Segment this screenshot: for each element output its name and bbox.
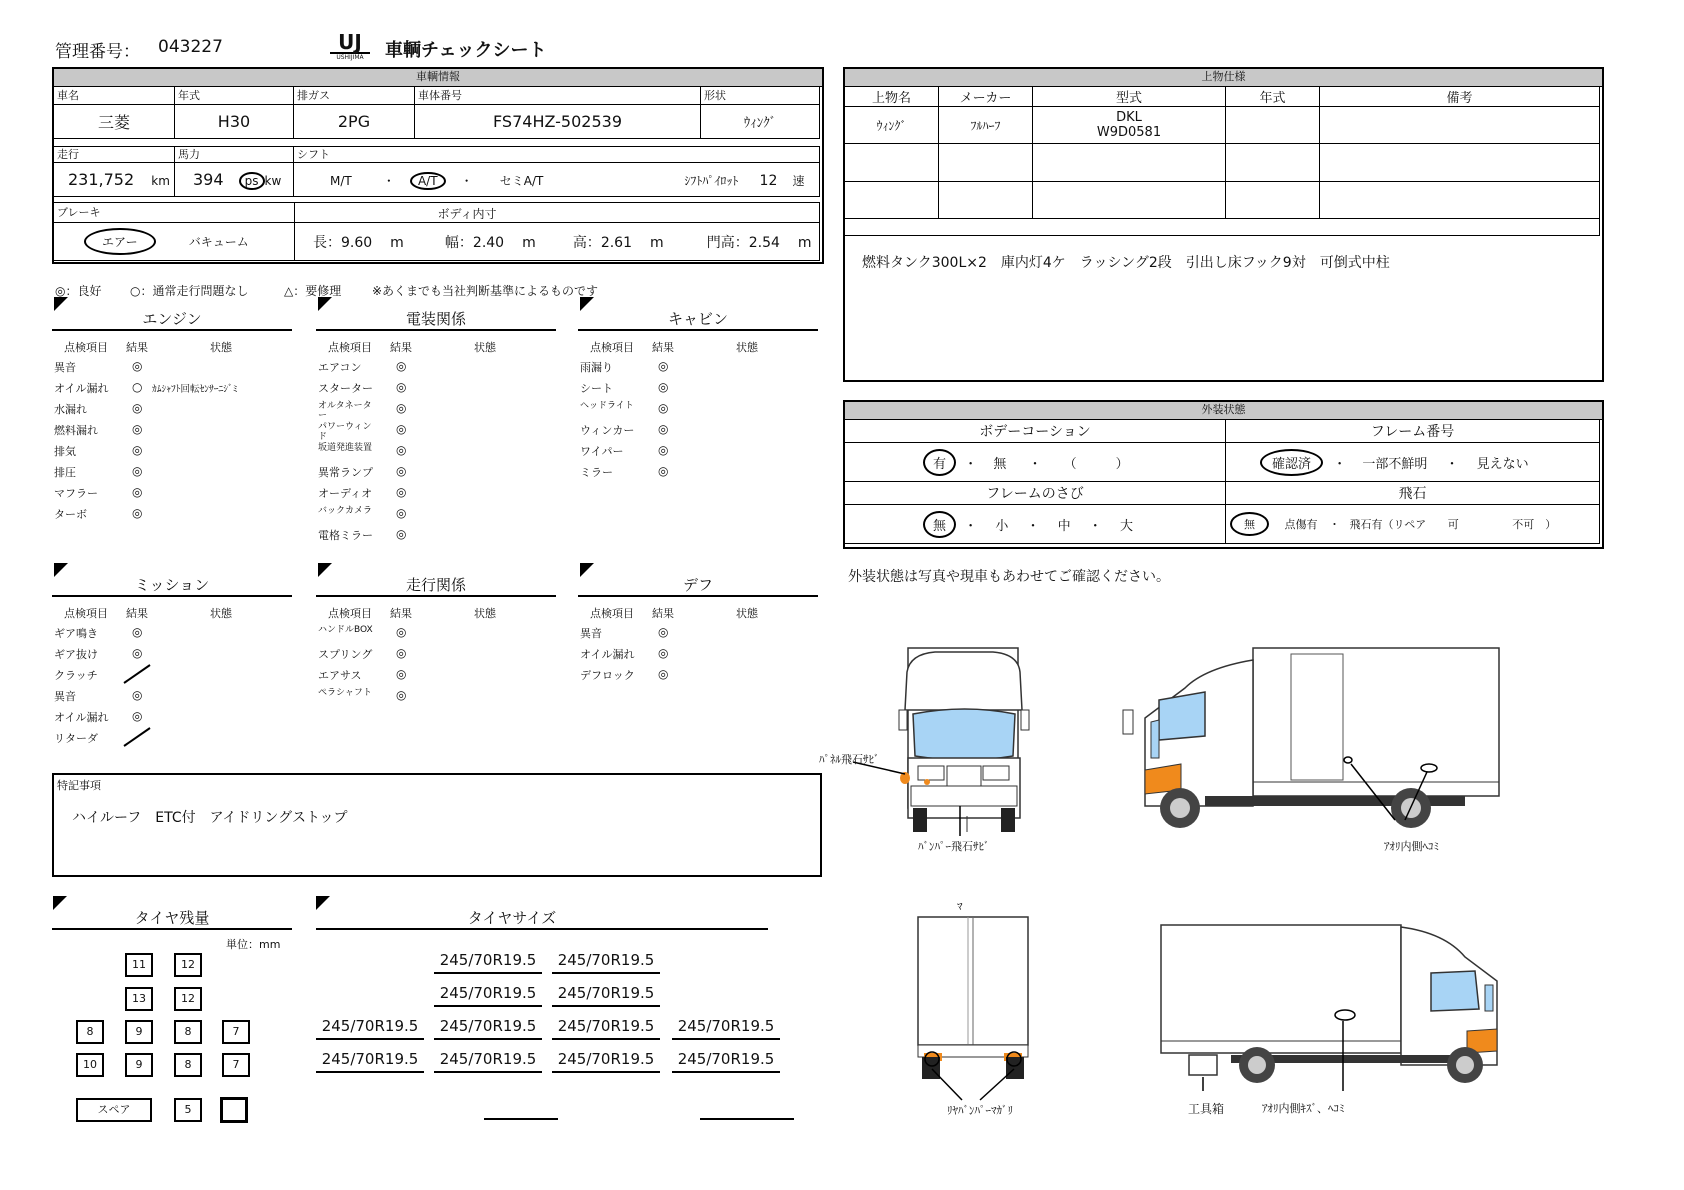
- legend-good: ◎：良好: [55, 284, 102, 298]
- tire-box: 7: [222, 1053, 250, 1077]
- tire-size-cell: 245/70R19.5: [552, 1047, 660, 1073]
- mileage-label: 走行: [57, 147, 79, 161]
- inspection-item-result: ◎: [132, 709, 143, 723]
- frame-partial: 一部不鮮明: [1362, 456, 1428, 472]
- inspection-item-name: オイル漏れ: [54, 382, 109, 395]
- upper-col-year: 年式: [1226, 87, 1320, 107]
- shift-mt: M/T: [330, 173, 352, 188]
- annotation-mark: ﾏ: [957, 900, 963, 913]
- inspection-item-result: ◎: [132, 464, 143, 478]
- col-head-state: 状態: [474, 341, 496, 354]
- tire-size-title-text: タイヤサイズ: [467, 909, 557, 927]
- hp-value: 394: [193, 169, 224, 189]
- emission-value: 2PG: [294, 105, 415, 139]
- len-label: 長：: [313, 234, 341, 251]
- inspection-item-name: マフラー: [54, 487, 98, 500]
- inspection-item-name: 異音: [54, 361, 76, 374]
- inspection-item-name: ギア鳴き: [54, 627, 98, 640]
- col-head-result: 結果: [390, 341, 412, 354]
- annotation-rear-bumper: ﾘﾔﾊﾞﾝﾊﾟｰﾏｶﾞﾘ: [947, 1104, 1013, 1117]
- chip-ok: 可: [1447, 518, 1459, 531]
- tire-size-cell: 245/70R19.5: [434, 981, 542, 1007]
- body-dim-label: ボディ内寸: [437, 207, 497, 221]
- annotation-aori-dent: ｱｵﾘ内側ﾍｺﾐ: [1384, 840, 1439, 853]
- inspection-item-result: ◎: [658, 380, 669, 394]
- tire-box: 13: [125, 987, 153, 1011]
- inspection-item-result: ◎: [658, 667, 669, 681]
- col-head-result: 結果: [652, 341, 674, 354]
- truck-side-view-right: [1145, 915, 1545, 1095]
- inspection-item-name: 水漏れ: [54, 403, 87, 416]
- hgt-unit: m: [649, 234, 664, 251]
- col-head-result: 結果: [390, 607, 412, 620]
- upper-row1-note: [1320, 107, 1600, 144]
- chip-label: 飛石: [1226, 482, 1600, 505]
- vehicle-info-table: [53, 86, 820, 139]
- col-head-item: 点検項目: [64, 341, 108, 354]
- inspection-item-result: ◎: [396, 401, 407, 415]
- col-head-result: 結果: [126, 607, 148, 620]
- truck-rear-view: [900, 905, 1050, 1105]
- inspection-item-name: ミラー: [580, 466, 613, 479]
- inspection-item-result: ◎: [396, 527, 407, 541]
- brake-air: エアー: [84, 228, 156, 255]
- inspection-item-name: オイル漏れ: [54, 711, 109, 724]
- inspection-item-result: ◎: [132, 506, 143, 520]
- inspection-item-result: ◎: [658, 625, 669, 639]
- inspection-item-name: 排気: [54, 445, 76, 458]
- tire-size-cell: 245/70R19.5: [316, 1014, 424, 1040]
- empty-box: [220, 1097, 248, 1123]
- tire-box: 8: [174, 1053, 202, 1077]
- inspection-item-result: ◎: [132, 646, 143, 660]
- inspection-item-result: ◎: [132, 625, 143, 639]
- inspection-item-result: ◎: [658, 422, 669, 436]
- inspection-item-result: ◎: [396, 646, 407, 660]
- inspection-item-name: オイル漏れ: [580, 648, 635, 661]
- hp-cell: [175, 163, 294, 197]
- tire-size-cell: 245/70R19.5: [552, 948, 660, 974]
- upper-row1-year: [1226, 107, 1320, 144]
- inspection-item-result: ◎: [396, 667, 407, 681]
- inspection-item-name: ペラシャフト: [318, 688, 372, 698]
- inspection-item-name: オルタネーター: [318, 401, 372, 421]
- legend-disclaimer: ※あくまでも当社判断基準によるものです: [372, 284, 599, 298]
- inspection-item-result: ◎: [658, 401, 669, 415]
- col-head-state: 状態: [210, 607, 232, 620]
- annotation-toolbox: 工具箱: [1188, 1102, 1225, 1116]
- upper-spec-header: 上物仕様: [845, 69, 1602, 87]
- mileage-value: 231,752: [68, 170, 135, 189]
- inspection-item-name: スプリング: [318, 648, 373, 661]
- truck-front-view: [815, 640, 1060, 850]
- inspection-item-name: 燃料漏れ: [54, 424, 98, 437]
- annotation-panel-rust: ﾊﾟﾈﾙ飛石ｻﾋﾞ: [819, 753, 880, 766]
- legend-repair: △：要修理: [284, 284, 342, 298]
- tire-size-cell: 245/70R19.5: [552, 1014, 660, 1040]
- tire-box: 8: [174, 1020, 202, 1044]
- wid-label: 幅：: [444, 234, 473, 251]
- sheet-title: 車輌チェックシート: [385, 40, 547, 61]
- upper-row1-model: [1033, 107, 1226, 144]
- shape-value: ｳｨﾝｸﾞ: [701, 105, 820, 139]
- cabin-title: キャビン: [578, 308, 818, 331]
- tire-box: 12: [174, 987, 202, 1011]
- col-head-item: 点検項目: [590, 341, 634, 354]
- rust-large: 大: [1119, 518, 1133, 534]
- inspection-item-name: エアサス: [318, 669, 362, 682]
- door-label: 門高：: [706, 234, 749, 251]
- inspection-item-name: デフロック: [580, 669, 635, 682]
- tire-size-blank: [484, 1118, 558, 1120]
- inspection-item-name: ワイパー: [580, 445, 624, 458]
- mgmt-label: 管理番号：: [55, 42, 140, 62]
- tire-size-cell: 245/70R19.5: [552, 981, 660, 1007]
- col-head-state: 状態: [474, 607, 496, 620]
- vehicle-info-table-2: [53, 146, 820, 197]
- vehicle-info-table-3: [53, 202, 820, 261]
- inspection-item-result: ◎: [396, 485, 407, 499]
- upper-row1-model-line1: DKL: [1116, 110, 1142, 125]
- chassis-value: FS74HZ-502539: [415, 105, 701, 139]
- frame-checked: 確認済: [1260, 449, 1323, 476]
- emission-label: 排ガス: [297, 88, 330, 102]
- inspection-item-result: ◎: [396, 422, 407, 436]
- diff-title: デフ: [578, 574, 818, 597]
- len-unit: m: [390, 234, 404, 251]
- inspection-item-name: シート: [580, 382, 613, 395]
- upper-col-model: 型式: [1033, 87, 1226, 107]
- tire-box: 11: [125, 953, 153, 977]
- chip-none: 無: [1230, 512, 1269, 536]
- tire-remain-unit: 単位：mm: [226, 938, 281, 951]
- inspection-item-result: ◎: [396, 443, 407, 457]
- inspection-item-result: ◎: [132, 443, 143, 457]
- special-notes-label: 特記事項: [57, 779, 101, 792]
- inspection-item-name: スターター: [318, 382, 373, 395]
- upper-row1-name: ｳｨﾝｸﾞ: [845, 107, 939, 144]
- upper-spec-table: [844, 86, 1600, 236]
- inspection-item-result: ◎: [658, 646, 669, 660]
- mileage-unit: km: [151, 174, 170, 188]
- year-label: 年式: [178, 88, 200, 102]
- inspection-item-name: オーディオ: [318, 487, 373, 500]
- wid-value: 2.40: [472, 234, 505, 251]
- not-applicable-slash: [122, 661, 152, 685]
- hp-unit-kw: kw: [264, 173, 282, 188]
- len-value: 9.60: [341, 234, 373, 251]
- inspection-item-result: ◎: [658, 359, 669, 373]
- exterior-table: [844, 419, 1600, 544]
- inspection-item-name: 電格ミラー: [318, 529, 373, 542]
- tire-box: 10: [76, 1053, 104, 1077]
- mileage-cell: [54, 163, 175, 197]
- shape-label: 形状: [704, 88, 726, 102]
- inspection-item-result: ◎: [132, 359, 143, 373]
- shift-speeds-unit: 速: [792, 173, 805, 188]
- vehicle-info-header: 車輌情報: [54, 69, 822, 87]
- inspection-item-name: 坂道発進装置: [318, 443, 373, 453]
- inspection-item-name: 雨漏り: [580, 361, 613, 374]
- upper-row1-model-line2: W9D0581: [1096, 125, 1162, 140]
- shift-cell: M/T ・ A/T ・ セミA/T ｼﾌﾄﾊﾟｲﾛｯﾄ 12 速: [294, 163, 820, 197]
- coat-label: ボデーコーション: [845, 420, 1226, 443]
- tire-size-cell: 245/70R19.5: [316, 1047, 424, 1073]
- inspection-item-name: ハンドルBOX: [318, 625, 373, 635]
- brake-cell: [54, 223, 295, 261]
- brake-label: ブレーキ: [57, 205, 101, 219]
- tire-size-blank: [700, 1118, 794, 1120]
- inspection-item-result: ◎: [396, 506, 407, 520]
- wid-unit: m: [522, 234, 536, 251]
- col-head-state: 状態: [736, 341, 758, 354]
- maker-value: 三菱: [54, 105, 175, 139]
- upper-row1-maker: ﾌﾙﾊｰﾌ: [939, 107, 1033, 144]
- annotation-aori-scratch: ｱｵﾘ内側ｷｽﾞ、ﾍｺﾐ: [1262, 1102, 1345, 1115]
- annotation-bumper-rust: ﾊﾞﾝﾊﾟｰ飛石ｻﾋﾞ: [918, 840, 990, 853]
- special-notes-box: [52, 773, 822, 877]
- hp-label: 馬力: [178, 147, 200, 161]
- inspection-item-name: ウィンカー: [580, 424, 635, 437]
- upper-col-name: 上物名: [845, 87, 939, 107]
- shift-speeds: 12: [759, 172, 778, 189]
- inspection-item-name: エアコン: [318, 361, 362, 374]
- coat-no: 無: [993, 456, 1007, 472]
- chip-has: 飛石有（リペア: [1349, 518, 1427, 531]
- col-head-result: 結果: [126, 341, 148, 354]
- inspection-item-state: ｶﾑｼｬﾌﾄ回転ｾﾝｻｰﾆｼﾞﾐ: [152, 384, 238, 395]
- shift-semi: セミA/T: [499, 173, 544, 188]
- inspection-item-name: ターボ: [54, 508, 87, 521]
- tire-remain-title: タイヤ残量: [52, 907, 292, 930]
- tire-box: 9: [125, 1020, 153, 1044]
- ushijima-logo: UJ USHIJIMA: [330, 32, 370, 62]
- special-notes-text: ハイルーフ ETC付 アイドリングストップ: [72, 810, 348, 826]
- col-head-result: 結果: [652, 607, 674, 620]
- upper-col-note: 備考: [1320, 87, 1600, 107]
- tire-size-cell: 245/70R19.5: [672, 1014, 780, 1040]
- coat-cell: 有 ・ 無 ・ （ ）: [845, 443, 1226, 482]
- col-head-state: 状態: [210, 341, 232, 354]
- door-unit: m: [797, 234, 812, 251]
- inspection-item-result: ◎: [132, 485, 143, 499]
- running-title: 走行関係: [316, 574, 556, 597]
- door-value: 2.54: [748, 234, 780, 251]
- frame-invisible: 見えない: [1476, 456, 1529, 472]
- truck-side-view: [1105, 640, 1520, 840]
- year-value: H30: [175, 105, 294, 139]
- tire-box: 9: [125, 1053, 153, 1077]
- spare-label-box: スペア: [76, 1098, 152, 1122]
- inspection-item-result: ○: [132, 380, 143, 394]
- tire-box: 7: [222, 1020, 250, 1044]
- maker-label: 車名: [57, 88, 79, 102]
- chip-ng: 不可 ）: [1512, 518, 1557, 531]
- inspection-item-result: ◎: [132, 401, 143, 415]
- inspection-item-result: ◎: [396, 625, 407, 639]
- inspection-item-name: 異音: [54, 690, 76, 703]
- electric-title: 電装関係: [316, 308, 556, 331]
- tire-size-cell: 245/70R19.5: [434, 1014, 542, 1040]
- frame-no-cell: 確認済 ・ 一部不鮮明 ・ 見えない: [1226, 443, 1600, 482]
- engine-title: エンジン: [52, 308, 292, 331]
- rust-small: 小: [995, 518, 1009, 534]
- inspection-item-name: ヘッドライト: [580, 401, 634, 411]
- tire-size-title: [316, 907, 768, 930]
- shift-pilot: ｼﾌﾄﾊﾟｲﾛｯﾄ: [684, 173, 739, 188]
- tire-size-cell: 245/70R19.5: [434, 948, 542, 974]
- inspection-item-name: ギア抜け: [54, 648, 98, 661]
- frame-no-label: フレーム番号: [1226, 420, 1600, 443]
- inspection-item-result: ◎: [396, 464, 407, 478]
- spare-value-box: 5: [174, 1098, 202, 1122]
- inspection-item-name: パワーウィンド: [318, 422, 372, 442]
- chip-dot: 点傷有: [1284, 518, 1318, 531]
- rust-cell: 無 ・ 小 ・ 中 ・ 大: [845, 505, 1226, 544]
- tire-box: 12: [174, 953, 202, 977]
- not-applicable-slash: [122, 724, 152, 748]
- col-head-item: 点検項目: [64, 607, 108, 620]
- inspection-item-name: 異音: [580, 627, 602, 640]
- inspection-item-result: ◎: [396, 359, 407, 373]
- col-head-item: 点検項目: [328, 607, 372, 620]
- shift-label: シフト: [297, 147, 330, 161]
- inspection-item-name: 異常ランプ: [318, 466, 373, 479]
- inspection-item-name: リターダ: [54, 732, 98, 745]
- inspection-item-result: ◎: [132, 688, 143, 702]
- inspection-item-result: ◎: [658, 464, 669, 478]
- chassis-label: 車体番号: [418, 88, 462, 102]
- shift-at: A/T: [410, 172, 446, 190]
- legend-ok: ○：通常走行問題なし: [130, 284, 249, 298]
- inspection-item-result: ◎: [396, 380, 407, 394]
- rust-mid: 中: [1057, 518, 1071, 534]
- tire-size-cell: 245/70R19.5: [434, 1047, 542, 1073]
- col-head-state: 状態: [736, 607, 758, 620]
- upper-notes: 燃料タンク300L×2 庫内灯4ケ ラッシング2段 引出し床フック9対 可倒式中柱: [862, 255, 1390, 271]
- hgt-label: 高：: [572, 234, 601, 251]
- inspection-item-name: クラッチ: [54, 669, 98, 682]
- inspection-item-name: バックカメラ: [318, 506, 373, 516]
- tire-box: 8: [76, 1020, 104, 1044]
- exterior-note: 外装状態は写真や現車もあわせてご確認ください。: [848, 569, 1170, 585]
- inspection-item-result: ◎: [658, 443, 669, 457]
- coat-paren: （ ）: [1063, 456, 1129, 472]
- hp-unit-ps: ps: [239, 172, 265, 190]
- inspection-item-result: ◎: [132, 422, 143, 436]
- upper-col-maker: メーカー: [939, 87, 1033, 107]
- body-dim-cell: [295, 223, 820, 261]
- coat-yes: 有: [923, 449, 956, 476]
- exterior-header: 外装状態: [845, 402, 1602, 420]
- tire-size-cell: 245/70R19.5: [672, 1047, 780, 1073]
- brake-vacuum: バキューム: [188, 235, 249, 249]
- mgmt-number: 043227: [158, 37, 223, 57]
- inspection-item-name: 排圧: [54, 466, 76, 479]
- inspection-item-result: ◎: [396, 688, 407, 702]
- col-head-item: 点検項目: [328, 341, 372, 354]
- hgt-value: 2.61: [600, 234, 632, 251]
- chip-cell: 無 点傷有 ・ 飛石有（リペア 可 不可 ）: [1226, 505, 1600, 544]
- rust-label: フレームのさび: [845, 482, 1226, 505]
- mission-title: ミッション: [52, 574, 292, 597]
- rust-none: 無: [923, 511, 956, 538]
- col-head-item: 点検項目: [590, 607, 634, 620]
